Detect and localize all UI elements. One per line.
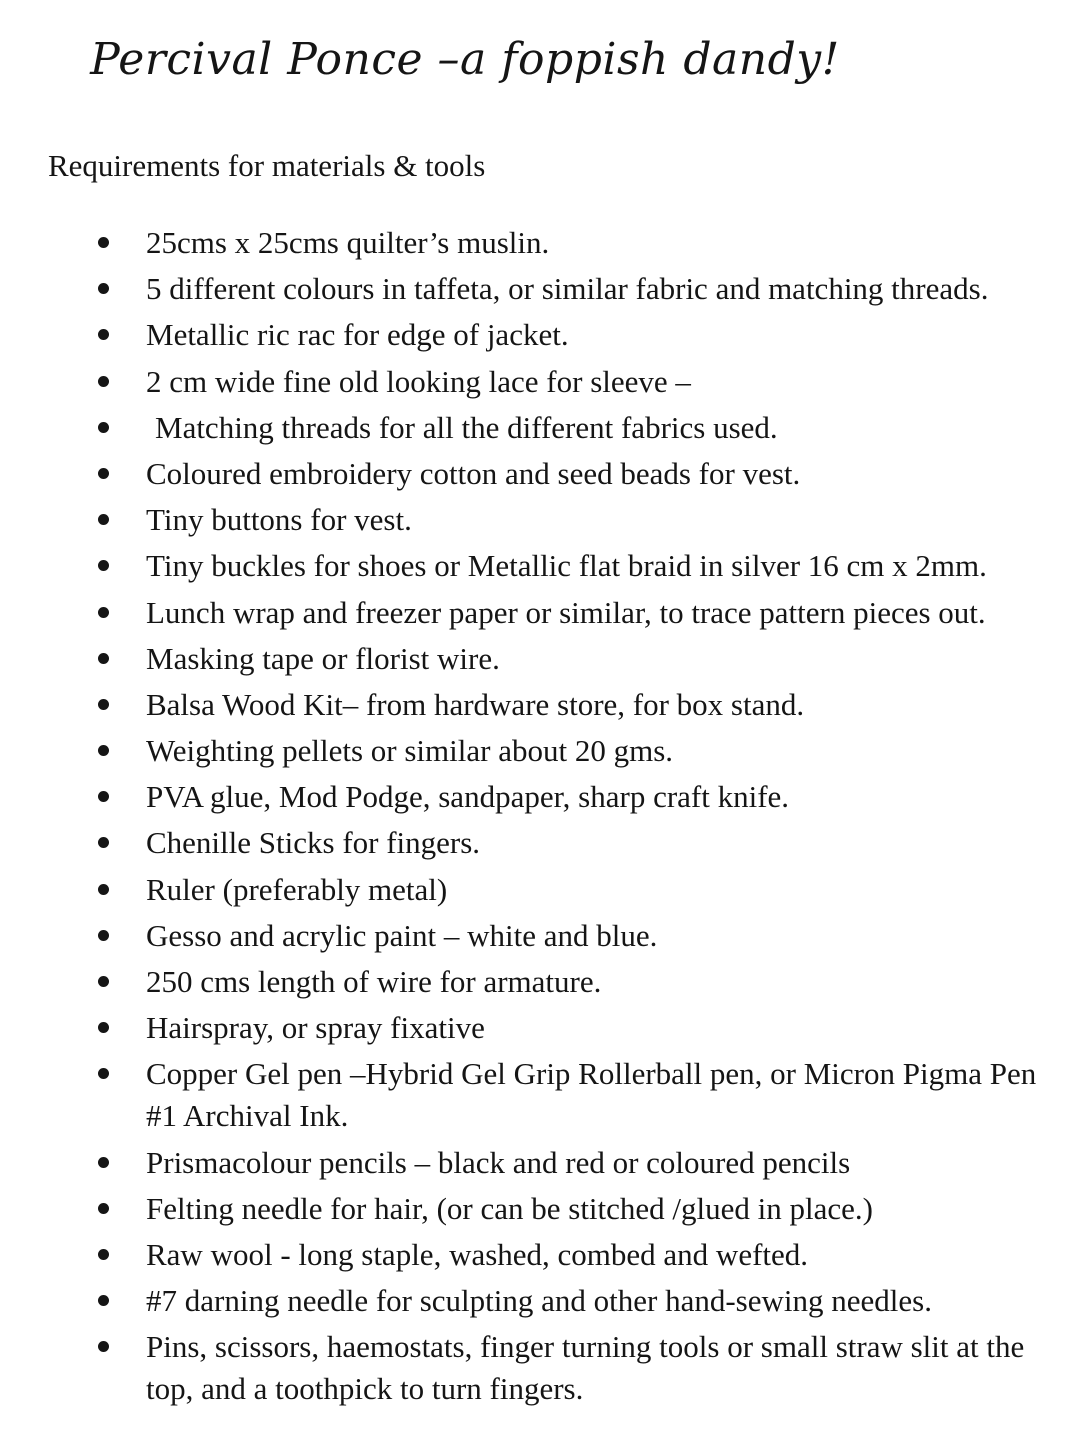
- requirements-list: [0, 222, 1080, 1415]
- list-item: Masking tape or florist wire.: [0, 638, 1080, 680]
- list-item: Raw wool - long staple, washed, combed and wefted.: [0, 1234, 1080, 1276]
- bullet-icon: [98, 976, 109, 987]
- bullet-icon: [98, 422, 109, 433]
- bullet-icon: [98, 1295, 109, 1306]
- list-item: Tiny buckles for shoes or Metallic flat braid in silver 16 cm x 2mm.: [0, 545, 1080, 587]
- bullet-icon: [98, 745, 109, 756]
- list-item: Coloured embroidery cotton and seed beads for vest.: [0, 453, 1080, 495]
- list-item: Tiny buttons for vest.: [0, 499, 1080, 541]
- document-title: Percival Ponce –a foppish dandy!: [90, 34, 840, 85]
- list-item: Ruler (preferably metal): [0, 869, 1080, 911]
- list-item: Metallic ric rac for edge of jacket.: [0, 314, 1080, 356]
- list-item: #7 darning needle for sculpting and other hand-sewing needles.: [0, 1280, 1080, 1322]
- list-item: 5 different colours in taffeta, or similar fabric and matching threads.: [0, 268, 1080, 310]
- bullet-icon: [98, 560, 109, 571]
- list-item: Pins, scissors, haemostats, finger turning tools or small straw slit at the top, and a toothpick to turn fingers.: [0, 1326, 1080, 1410]
- bullet-icon: [98, 1068, 109, 1079]
- bullet-icon: [98, 1157, 109, 1168]
- bullet-icon: [98, 1341, 109, 1352]
- list-item: Matching threads for all the different fabrics used.: [0, 407, 1080, 449]
- bullet-icon: [98, 468, 109, 479]
- bullet-icon: [98, 699, 109, 710]
- list-item: Prismacolour pencils – black and red or coloured pencils: [0, 1142, 1080, 1184]
- bullet-icon: [98, 607, 109, 618]
- list-item: Weighting pellets or similar about 20 gms.: [0, 730, 1080, 772]
- bullet-icon: [98, 1249, 109, 1260]
- list-item: 2 cm wide fine old looking lace for sleeve –: [0, 361, 1080, 403]
- bullet-icon: [98, 884, 109, 895]
- list-item: 25cms x 25cms quilter’s muslin.: [0, 222, 1080, 264]
- list-item: 250 cms length of wire for armature.: [0, 961, 1080, 1003]
- bullet-icon: [98, 837, 109, 848]
- list-item: Hairspray, or spray fixative: [0, 1007, 1080, 1049]
- bullet-icon: [98, 329, 109, 340]
- list-item: Copper Gel pen –Hybrid Gel Grip Rollerball pen, or Micron Pigma Pen #1 Archival Ink.: [0, 1053, 1080, 1137]
- bullet-icon: [98, 1203, 109, 1214]
- bullet-icon: [98, 791, 109, 802]
- list-item: PVA glue, Mod Podge, sandpaper, sharp craft knife.: [0, 776, 1080, 818]
- bullet-icon: [98, 930, 109, 941]
- requirements-heading: Requirements for materials & tools: [48, 148, 486, 183]
- list-item: Chenille Sticks for fingers.: [0, 822, 1080, 864]
- bullet-icon: [98, 237, 109, 248]
- list-item: Felting needle for hair, (or can be stitched /glued in place.): [0, 1188, 1080, 1230]
- bullet-icon: [98, 1022, 109, 1033]
- bullet-icon: [98, 514, 109, 525]
- list-item: Balsa Wood Kit– from hardware store, for box stand.: [0, 684, 1080, 726]
- list-item: Lunch wrap and freezer paper or similar, to trace pattern pieces out.: [0, 592, 1080, 634]
- list-item: Gesso and acrylic paint – white and blue.: [0, 915, 1080, 957]
- bullet-icon: [98, 283, 109, 294]
- bullet-icon: [98, 653, 109, 664]
- bullet-icon: [98, 376, 109, 387]
